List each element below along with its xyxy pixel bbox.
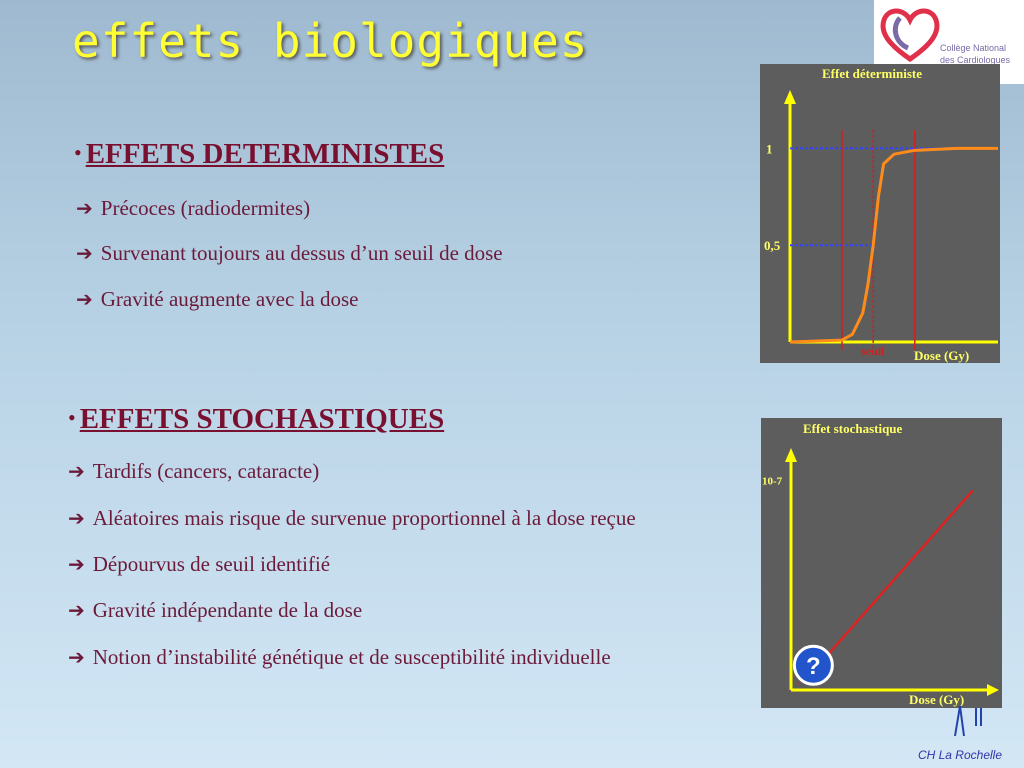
question-mark-text: ? bbox=[806, 653, 821, 681]
arrow-right-icon: ➔ bbox=[68, 645, 85, 669]
logo-line-2: des Cardiologues bbox=[940, 55, 1011, 65]
arrow-right-icon: ➔ bbox=[76, 196, 93, 220]
x-axis-label: Dose (Gy) bbox=[914, 348, 970, 363]
heart-logo-icon bbox=[878, 4, 942, 64]
y-axis-label: 10-7 bbox=[762, 475, 783, 488]
bullet-icon: • bbox=[74, 140, 82, 165]
list-item-text: Survenant toujours au dessus d’un seuil de dose bbox=[100, 241, 503, 265]
list-item bbox=[76, 196, 310, 221]
arrow-right-icon: ➔ bbox=[76, 241, 93, 265]
chart-effet-deterministe bbox=[760, 64, 1000, 363]
arrow-right-icon: ➔ bbox=[68, 552, 85, 576]
series-line bbox=[827, 490, 972, 655]
question-mark-icon bbox=[794, 646, 832, 684]
list-item-text: Gravité indépendante de la dose bbox=[92, 598, 363, 622]
list-item bbox=[68, 645, 611, 670]
list-item-text: Tardifs (cancers, cataracte) bbox=[92, 459, 320, 483]
list-item bbox=[68, 598, 362, 623]
bullet-icon: • bbox=[68, 405, 76, 430]
chart-title: Effet déterministe bbox=[822, 66, 922, 81]
annotation-seuil: seuil bbox=[861, 344, 885, 358]
list-item bbox=[68, 552, 330, 577]
y-axis-arrow-icon bbox=[784, 90, 796, 104]
list-item bbox=[76, 241, 503, 266]
list-item-text: Aléatoires mais risque de survenue proportionnel à la dose reçue bbox=[92, 506, 636, 530]
list-item-text: Précoces (radiodermites) bbox=[100, 196, 311, 220]
list-item-text: Gravité augmente avec la dose bbox=[100, 287, 359, 311]
x-axis-label: Dose (Gy) bbox=[909, 692, 965, 707]
chart-effet-stochastique bbox=[761, 418, 1002, 708]
arrow-right-icon: ➔ bbox=[76, 287, 93, 311]
list-item bbox=[68, 459, 319, 484]
list-item bbox=[68, 506, 636, 531]
slide-title: effets biologiques bbox=[72, 14, 589, 68]
list-item-text: Dépourvus de seuil identifié bbox=[92, 552, 331, 576]
logo-line-1: Collège National bbox=[940, 43, 1007, 53]
arrow-right-icon: ➔ bbox=[68, 459, 85, 483]
footer-credit: CH La Rochelle bbox=[917, 748, 1002, 762]
y-tick-label: 0,5 bbox=[764, 238, 781, 254]
x-axis-arrow-icon bbox=[987, 684, 999, 696]
logo-line-3: ...raux bbox=[940, 67, 966, 77]
heading-stochastiques bbox=[68, 403, 444, 436]
heading-text: EFFETS STOCHASTIQUES bbox=[79, 403, 445, 435]
list-item bbox=[76, 287, 358, 312]
chart-title: Effet stochastique bbox=[803, 421, 903, 436]
heading-deterministes bbox=[74, 138, 444, 171]
arrow-right-icon: ➔ bbox=[68, 506, 85, 530]
heading-text: EFFETS DETERMINISTES bbox=[85, 138, 445, 170]
decorative-marks-icon bbox=[950, 704, 990, 740]
list-item-text: Notion d’instabilité génétique et de susceptibilité individuelle bbox=[92, 645, 611, 669]
y-tick-label: 1 bbox=[766, 141, 773, 157]
y-axis-arrow-icon bbox=[785, 448, 797, 462]
arrow-right-icon: ➔ bbox=[68, 598, 85, 622]
